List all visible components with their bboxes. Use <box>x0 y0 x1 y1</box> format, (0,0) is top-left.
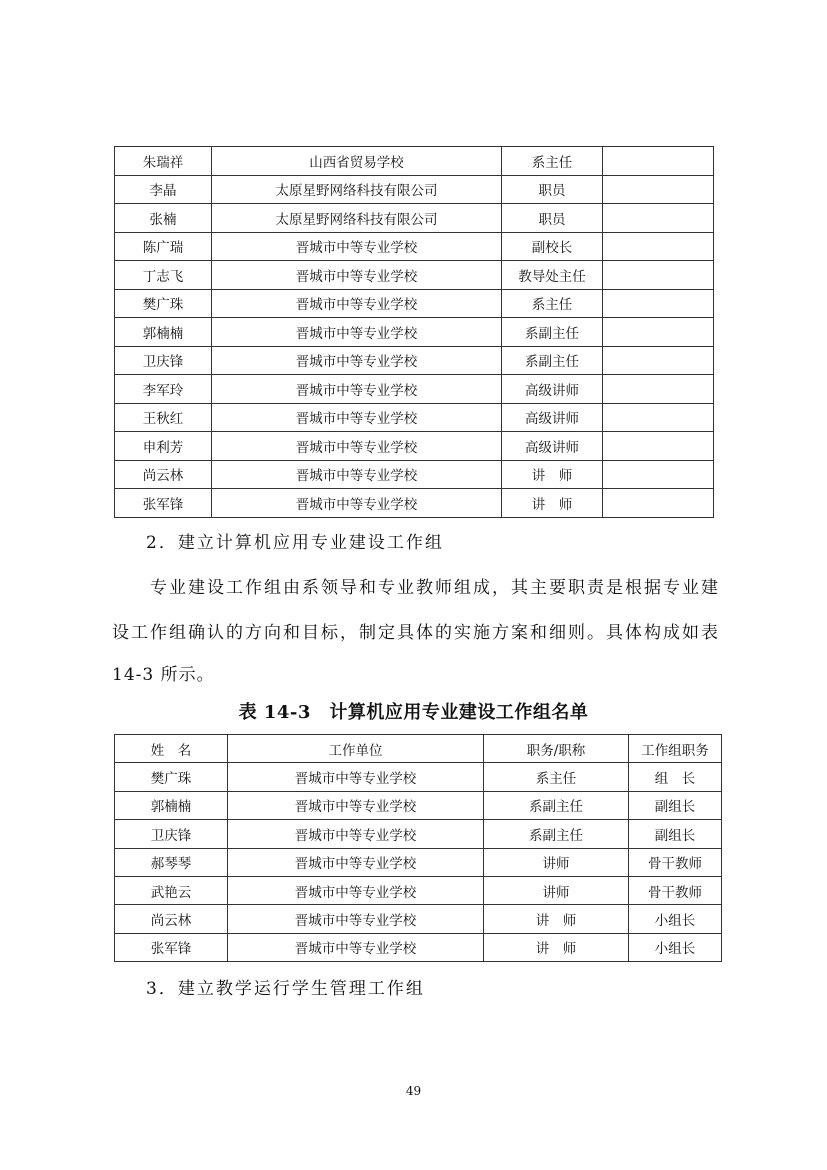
title-cell: 讲师 <box>484 848 629 876</box>
group-role-cell <box>603 432 714 461</box>
table-row <box>115 232 714 261</box>
table-row <box>115 432 714 461</box>
title-cell: 职员 <box>502 204 603 233</box>
title-cell: 教导处主任 <box>502 261 603 290</box>
name-cell: 陈广瑞 <box>115 232 212 261</box>
unit-cell: 晋城市中等专业学校 <box>228 820 484 848</box>
table-row <box>115 763 722 791</box>
group-role-cell <box>603 460 714 489</box>
section-2-paragraph-line-3: 14-3 所示。 <box>112 665 215 685</box>
unit-cell: 晋城市中等专业学校 <box>212 432 502 461</box>
page-number: 49 <box>405 1084 422 1098</box>
unit-cell: 晋城市中等专业学校 <box>212 261 502 290</box>
section-2-heading: 2．建立计算机应用专业建设工作组 <box>146 533 444 553</box>
title-cell: 高级讲师 <box>502 432 603 461</box>
group-role-cell <box>603 175 714 204</box>
group-role-cell: 副组长 <box>629 791 722 819</box>
title-cell: 讲师 <box>484 876 629 904</box>
name-cell: 申利芳 <box>115 432 212 461</box>
unit-cell: 晋城市中等专业学校 <box>228 933 484 961</box>
group-role-cell <box>603 204 714 233</box>
unit-cell: 晋城市中等专业学校 <box>228 876 484 904</box>
title-cell: 讲 师 <box>484 905 629 933</box>
title-cell: 系副主任 <box>484 820 629 848</box>
group-role-cell <box>603 318 714 347</box>
group-role-cell: 组 长 <box>629 763 722 791</box>
group-role-cell <box>603 261 714 290</box>
table-row <box>115 403 714 432</box>
group-role-cell: 小组长 <box>629 905 722 933</box>
table-row <box>115 876 722 904</box>
unit-cell: 晋城市中等专业学校 <box>212 289 502 318</box>
name-cell: 郭楠楠 <box>115 318 212 347</box>
group-role-cell <box>603 147 714 176</box>
group-role-cell <box>603 346 714 375</box>
unit-cell: 晋城市中等专业学校 <box>212 489 502 518</box>
table-row <box>115 791 722 819</box>
table-row <box>115 375 714 404</box>
title-cell: 系副主任 <box>502 318 603 347</box>
group-role-cell <box>603 403 714 432</box>
table-row <box>115 460 714 489</box>
unit-cell: 晋城市中等专业学校 <box>228 848 484 876</box>
group-role-cell: 副组长 <box>629 820 722 848</box>
table-header-row <box>115 735 722 763</box>
name-cell: 张军锋 <box>115 933 228 961</box>
header-unit: 工作单位 <box>228 735 484 763</box>
name-cell: 郭楠楠 <box>115 791 228 819</box>
title-cell: 高级讲师 <box>502 375 603 404</box>
title-cell: 职员 <box>502 175 603 204</box>
group-role-cell: 小组长 <box>629 933 722 961</box>
table-row <box>115 204 714 233</box>
header-name: 姓 名 <box>115 735 228 763</box>
table-row <box>115 346 714 375</box>
name-cell: 武艳云 <box>115 876 228 904</box>
title-cell: 高级讲师 <box>502 403 603 432</box>
group-role-cell <box>603 289 714 318</box>
unit-cell: 晋城市中等专业学校 <box>228 763 484 791</box>
name-cell: 郝琴琴 <box>115 848 228 876</box>
table-row <box>115 848 722 876</box>
section-2-paragraph-line-2: 设工作组确认的方向和目标，制定具体的实施方案和细则。具体构成如表 <box>112 623 720 643</box>
unit-cell: 晋城市中等专业学校 <box>228 791 484 819</box>
title-cell: 系副主任 <box>502 346 603 375</box>
name-cell: 丁志飞 <box>115 261 212 290</box>
unit-cell: 太原星野网络科技有限公司 <box>212 175 502 204</box>
unit-cell: 太原星野网络科技有限公司 <box>212 204 502 233</box>
title-cell: 系主任 <box>484 763 629 791</box>
name-cell: 朱瑞祥 <box>115 147 212 176</box>
table-row <box>115 933 722 961</box>
group-role-cell: 骨干教师 <box>629 848 722 876</box>
unit-cell: 晋城市中等专业学校 <box>212 375 502 404</box>
name-cell: 张楠 <box>115 204 212 233</box>
unit-cell: 山西省贸易学校 <box>212 147 502 176</box>
continued-member-table <box>114 146 714 518</box>
group-role-cell <box>603 375 714 404</box>
name-cell: 樊广珠 <box>115 289 212 318</box>
table-row <box>115 289 714 318</box>
title-cell: 讲 师 <box>484 933 629 961</box>
name-cell: 樊广珠 <box>115 763 228 791</box>
unit-cell: 晋城市中等专业学校 <box>212 460 502 489</box>
table-row <box>115 318 714 347</box>
group-role-cell <box>603 232 714 261</box>
unit-cell: 晋城市中等专业学校 <box>212 403 502 432</box>
table-row <box>115 820 722 848</box>
title-cell: 系主任 <box>502 289 603 318</box>
name-cell: 尚云林 <box>115 460 212 489</box>
unit-cell: 晋城市中等专业学校 <box>212 318 502 347</box>
unit-cell: 晋城市中等专业学校 <box>212 346 502 375</box>
name-cell: 张军锋 <box>115 489 212 518</box>
title-cell: 副校长 <box>502 232 603 261</box>
table-row <box>115 261 714 290</box>
table-row <box>115 147 714 176</box>
title-cell: 系主任 <box>502 147 603 176</box>
unit-cell: 晋城市中等专业学校 <box>212 232 502 261</box>
table-caption: 表 14-3 计算机应用专业建设工作组名单 <box>238 702 589 723</box>
header-group-role: 工作组职务 <box>629 735 722 763</box>
name-cell: 王秋红 <box>115 403 212 432</box>
group-role-cell <box>603 489 714 518</box>
table-row <box>115 175 714 204</box>
working-group-table <box>114 734 722 962</box>
section-2-paragraph-line-1: 专业建设工作组由系领导和专业教师组成，其主要职责是根据专业建 <box>150 578 720 598</box>
title-cell: 讲 师 <box>502 489 603 518</box>
title-cell: 系副主任 <box>484 791 629 819</box>
header-title: 职务/职称 <box>484 735 629 763</box>
name-cell: 李晶 <box>115 175 212 204</box>
table-row <box>115 905 722 933</box>
unit-cell: 晋城市中等专业学校 <box>228 905 484 933</box>
table-row <box>115 489 714 518</box>
name-cell: 卫庆锋 <box>115 820 228 848</box>
name-cell: 卫庆锋 <box>115 346 212 375</box>
name-cell: 李军玲 <box>115 375 212 404</box>
section-3-heading: 3．建立教学运行学生管理工作组 <box>146 979 425 999</box>
group-role-cell: 骨干教师 <box>629 876 722 904</box>
title-cell: 讲 师 <box>502 460 603 489</box>
name-cell: 尚云林 <box>115 905 228 933</box>
